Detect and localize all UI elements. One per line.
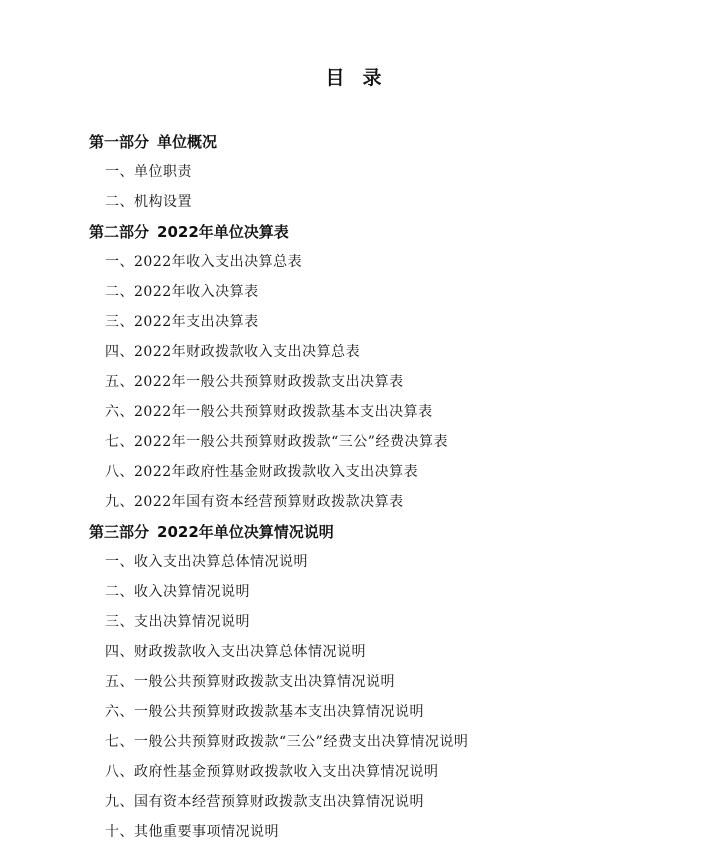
- toc-item[interactable]: 一、单位职责: [105, 164, 192, 180]
- toc-item[interactable]: 二、机构设置: [105, 194, 192, 210]
- table-of-contents: [0, 127, 707, 847]
- toc-item[interactable]: 二、2022年收入决算表: [105, 284, 259, 300]
- toc-part-text: 单位概况: [157, 133, 218, 151]
- toc-item[interactable]: 十、其他重要事项情况说明: [105, 824, 279, 840]
- toc-part-text: 2022年单位决算情况说明: [157, 523, 334, 541]
- toc-item[interactable]: 一、收入支出决算总体情况说明: [105, 554, 308, 570]
- toc-item[interactable]: 九、2022年国有资本经营预算财政拨款决算表: [105, 494, 404, 510]
- page-title-char-1: 目: [325, 67, 345, 89]
- toc-part-1[interactable]: [0, 127, 707, 157]
- page-title: [0, 63, 707, 90]
- toc-item[interactable]: 四、财政拨款收入支出决算总体情况说明: [105, 644, 366, 660]
- toc-item[interactable]: 二、收入决算情况说明: [105, 584, 250, 600]
- toc-item[interactable]: 四、2022年财政拨款收入支出决算总表: [105, 344, 361, 360]
- toc-part-text: 2022年单位决算表: [157, 223, 289, 241]
- toc-item[interactable]: 七、2022年一般公共预算财政拨款“三公”经费决算表: [105, 434, 448, 450]
- toc-item[interactable]: 一、2022年收入支出决算总表: [105, 254, 303, 270]
- page-title-char-2: 录: [362, 67, 382, 89]
- toc-item[interactable]: 八、政府性基金预算财政拨款收入支出决算情况说明: [105, 764, 439, 780]
- toc-part-3[interactable]: [0, 517, 707, 547]
- toc-item[interactable]: 六、一般公共预算财政拨款基本支出决算情况说明: [105, 704, 424, 720]
- toc-item[interactable]: 六、2022年一般公共预算财政拨款基本支出决算表: [105, 404, 433, 420]
- toc-part-2[interactable]: [0, 217, 707, 247]
- toc-item[interactable]: 三、2022年支出决算表: [105, 314, 259, 330]
- toc-item[interactable]: 三、支出决算情况说明: [105, 614, 250, 630]
- toc-item[interactable]: 七、一般公共预算财政拨款“三公”经费支出决算情况说明: [105, 734, 469, 750]
- toc-part-label: 第二部分: [89, 223, 150, 241]
- toc-part-label: 第三部分: [89, 523, 150, 541]
- toc-item[interactable]: 五、2022年一般公共预算财政拨款支出决算表: [105, 374, 404, 390]
- toc-item[interactable]: 八、2022年政府性基金财政拨款收入支出决算表: [105, 464, 419, 480]
- toc-item[interactable]: 五、一般公共预算财政拨款支出决算情况说明: [105, 674, 395, 690]
- toc-item[interactable]: 九、国有资本经营预算财政拨款支出决算情况说明: [105, 794, 424, 810]
- toc-part-label: 第一部分: [89, 133, 150, 151]
